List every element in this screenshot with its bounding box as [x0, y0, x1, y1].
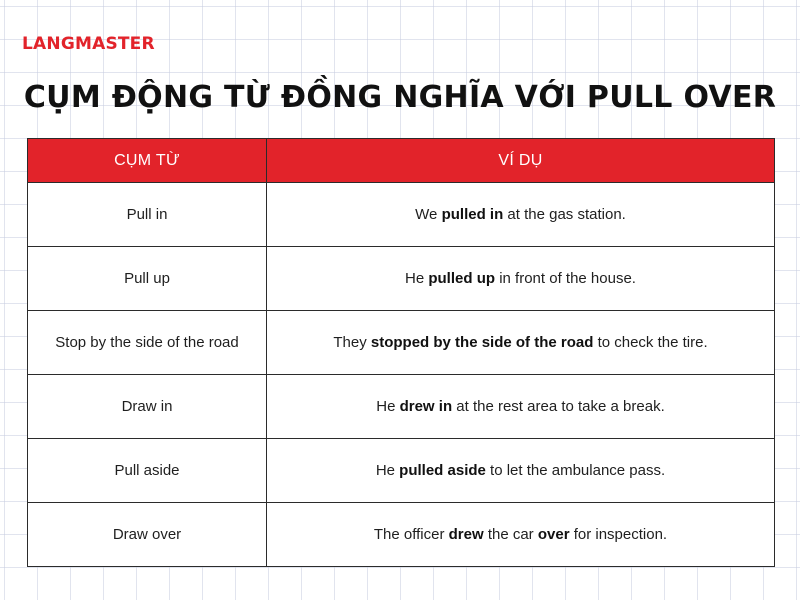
table-row — [28, 247, 775, 311]
example-text: He — [376, 398, 400, 415]
highlighted-phrase: pulled up — [428, 270, 496, 287]
table-row — [28, 311, 775, 375]
phrase-cell: Draw in — [28, 375, 267, 439]
synonym-table — [27, 138, 775, 567]
example-text: He — [405, 270, 429, 287]
phrase-cell: Pull aside — [28, 439, 267, 503]
page-title: CỤM ĐỘNG TỪ ĐỒNG NGHĨA VỚI PULL OVER — [23, 80, 777, 115]
table-row — [28, 439, 775, 503]
example-text: the car — [483, 526, 538, 543]
highlighted-phrase: drew — [448, 526, 484, 543]
example-text: in front of the house. — [495, 270, 636, 287]
langmaster-logo: LANGMASTER — [22, 34, 155, 54]
table-row — [28, 375, 775, 439]
example-text: at the gas station. — [503, 206, 626, 223]
example-cell — [267, 311, 775, 375]
table-row — [28, 503, 775, 567]
example-text: He — [375, 462, 400, 479]
table-body — [28, 183, 775, 567]
example-cell — [267, 503, 775, 567]
highlighted-phrase: pulled aside — [399, 462, 486, 479]
phrase-cell: Pull in — [28, 183, 267, 247]
highlighted-phrase: pulled in — [441, 206, 504, 223]
example-cell — [267, 247, 775, 311]
highlighted-phrase: stopped by the side of the road — [370, 334, 594, 351]
example-cell — [267, 439, 775, 503]
table-row — [28, 183, 775, 247]
example-cell — [267, 183, 775, 247]
column-header-example: VÍ DỤ — [267, 139, 775, 183]
highlighted-phrase: drew in — [399, 398, 453, 415]
example-text: They — [333, 334, 371, 351]
example-text: at the rest area to take a break. — [452, 398, 665, 415]
phrase-cell: Stop by the side of the road — [28, 311, 267, 375]
example-text: We — [415, 206, 442, 223]
table-header-row — [28, 139, 775, 183]
example-text: to let the ambulance pass. — [485, 462, 666, 479]
example-text: for inspection. — [569, 526, 668, 543]
example-text: The officer — [373, 526, 449, 543]
highlighted-phrase: over — [537, 526, 570, 543]
phrase-cell: Pull up — [28, 247, 267, 311]
example-cell — [267, 375, 775, 439]
column-header-phrase: CỤM TỪ — [28, 139, 267, 183]
example-text: to check the tire. — [593, 334, 708, 351]
phrase-cell: Draw over — [28, 503, 267, 567]
